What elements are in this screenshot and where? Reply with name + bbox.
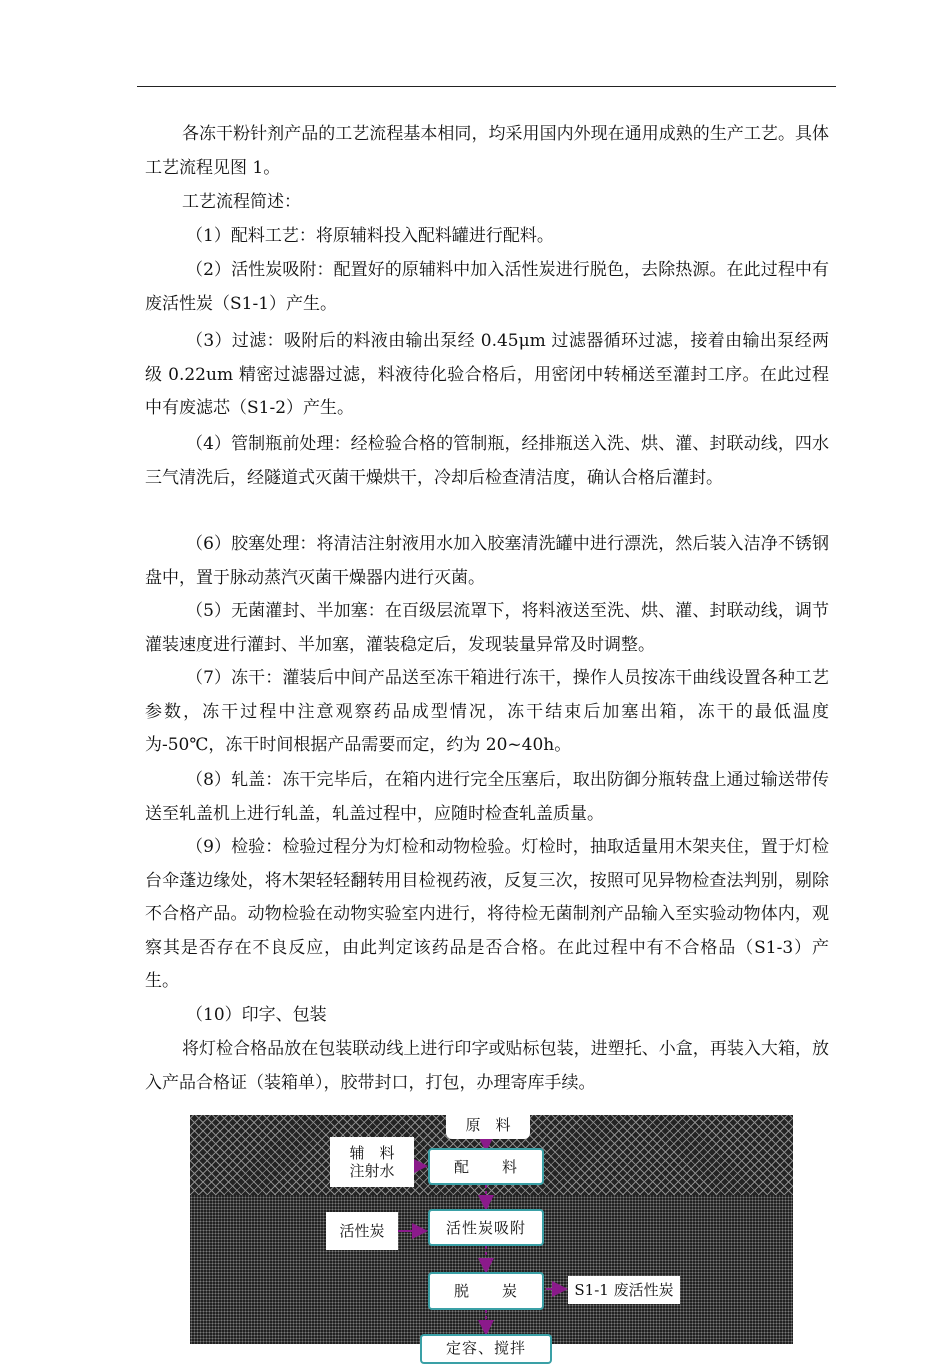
step-3-paragraph: （3）过滤：吸附后的料液由输出泵经 0.45μm 过滤器循环过滤，接着由输出泵经两级 0.22um 精密过滤器过滤，料液待化验合格后，用密闭中转桶送至灌封工序。在此过程中有废滤芯（S1-2）产生。 — [145, 331, 829, 418]
step-5-paragraph: （5）无菌灌封、半加塞：在百级层流罩下，将料液送至洗、烘、灌、封联动线，调节灌装速度进行灌封、半加塞，灌装稳定后，发现装量异常及时调整。 — [145, 601, 829, 655]
process-flow-diagram — [190, 1115, 793, 1357]
activated-carbon-box: 活性炭 — [326, 1212, 398, 1250]
mixing-box: 配 料 — [428, 1148, 544, 1185]
header-rule — [137, 86, 836, 87]
waste-carbon-box: S1-1 废活性炭 — [568, 1276, 680, 1304]
next-step-box: 定容、搅拌 — [420, 1334, 552, 1364]
step-6-paragraph: （6）胶塞处理：将清洁注射液用水加入胶塞清洗罐中进行漂洗，然后装入洁净不锈钢盘中，置于脉动蒸汽灭菌干燥器内进行灭菌。 — [145, 534, 829, 588]
raw-material-box: 原 料 — [446, 1111, 530, 1139]
process-summary-heading: 工艺流程简述： — [182, 192, 301, 212]
step-4-paragraph: （4）管制瓶前处理：经检验合格的管制瓶，经排瓶送入洗、烘、灌、封联动线，四水三气清洗后，经隧道式灭菌干燥烘干，冷却后检查清洁度，确认合格后灌封。 — [145, 434, 829, 488]
step-10-heading: （10）印字、包装 — [186, 1005, 327, 1025]
injection-water-label: 注射水 — [349, 1162, 395, 1180]
step-9-paragraph: （9）检验：检验过程分为灯检和动物检验。灯检时，抽取适量用木架夹住，置于灯检台伞蓬边缘处，将木架轻轻翻转用目检视药液，反复三次，按照可见异物检查法判别，剔除不合格产品。动物检验在动物实验室内进行，将待检无菌制剂产品输入至实验动物体内，观察其是否存在不良反应，由此判定该药品是否合格。在此过程中有不合格品（S1-3）产生。 — [145, 837, 829, 991]
step-8-paragraph: （8）轧盖：冻干完毕后，在箱内进行完全压塞后，取出防御分瓶转盘上通过输送带传送至轧盖机上进行轧盖，轧盖过程中，应随时检查轧盖质量。 — [145, 770, 829, 824]
decarbonization-box: 脱 炭 — [428, 1272, 544, 1310]
auxiliary-label: 辅 料 — [349, 1144, 395, 1162]
step-7-paragraph: （7）冻干：灌装后中间产品送至冻干箱进行冻干，操作人员按冻干曲线设置各种工艺参数，冻干过程中注意观察药品成型情况，冻干结束后加塞出箱，冻干的最低温度为-50℃，冻干时间根据产品需要而定，约为 20~40h。 — [145, 668, 829, 755]
step-2-paragraph: （2）活性炭吸附：配置好的原辅料中加入活性炭进行脱色，去除热源。在此过程中有废活性炭（S1-1）产生。 — [145, 260, 829, 314]
intro-paragraph: 各冻干粉针剂产品的工艺流程基本相同，均采用国内外现在通用成熟的生产工艺。具体工艺流程见图 1。 — [145, 124, 829, 178]
packaging-paragraph: 将灯检合格品放在包装联动线上进行印字或贴标包装，进塑托、小盒，再装入大箱，放入产品合格证（装箱单），胶带封口，打包，办理寄库手续。 — [145, 1039, 829, 1093]
carbon-adsorption-box: 活性炭吸附 — [428, 1209, 544, 1246]
step-1-paragraph: （1）配料工艺：将原辅料投入配料罐进行配料。 — [186, 226, 554, 246]
auxiliary-water-box — [330, 1137, 414, 1187]
